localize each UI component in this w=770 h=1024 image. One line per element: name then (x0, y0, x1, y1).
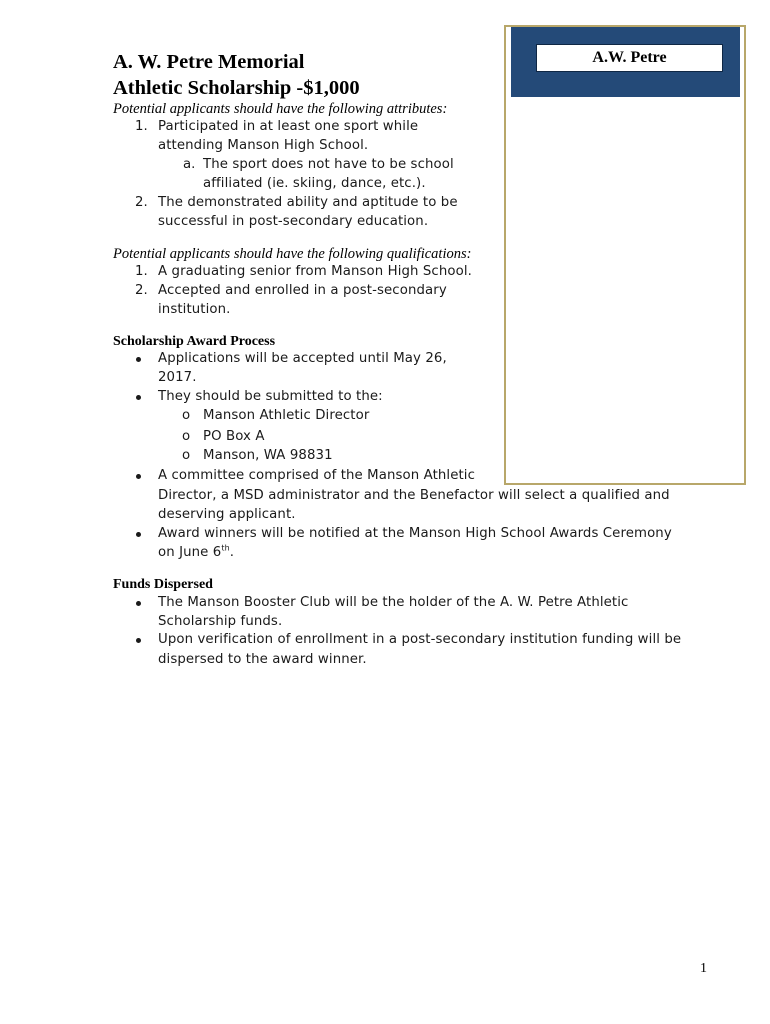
address-line: Manson, WA 98831 (203, 448, 333, 463)
bullet-text: They should be submitted to the: (158, 389, 383, 404)
list-marker: 2. (135, 195, 148, 210)
bullet-icon (136, 532, 141, 537)
date-ordinal: th (221, 543, 230, 553)
bullet-text: Applications will be accepted until May 26, (158, 351, 447, 366)
bullet-text: A committee comprised of the Manson Athletic (158, 468, 476, 483)
bullet-text: Director, a MSD administrator and the Benefactor will select a qualified and (158, 488, 670, 503)
bullet-icon (136, 357, 141, 362)
list-marker: a. (183, 157, 196, 172)
bullet-icon (136, 638, 141, 643)
bullet-text: deserving applicant. (158, 507, 296, 522)
bullet-text: The Manson Booster Club will be the holder of the A. W. Petre Athletic (158, 595, 629, 610)
sub-bullet-marker: o (182, 408, 191, 423)
list-marker: 2. (135, 283, 148, 298)
process-heading: Scholarship Award Process (113, 334, 276, 349)
list-marker: 1. (135, 264, 148, 279)
date-period: . (229, 545, 235, 560)
sub-bullet-marker: o (182, 429, 191, 444)
list-item-text: Accepted and enrolled in a post-secondary (158, 283, 447, 298)
address-line: PO Box A (203, 429, 265, 444)
bullet-text: Award winners will be notified at the Manson High School Awards Ceremony (158, 526, 672, 541)
bullet-icon (136, 474, 141, 479)
bullet-icon (136, 395, 141, 400)
list-item-text: A graduating senior from Manson High School. (158, 264, 472, 279)
qualifications-intro: Potential applicants should have the following qualifications: (113, 246, 472, 262)
list-item-text: successful in post-secondary education. (158, 214, 429, 229)
address-line: Manson Athletic Director (203, 408, 370, 423)
bullet-text-date (158, 545, 234, 560)
page-number: 1 (700, 961, 707, 976)
bullet-text: dispersed to the award winner. (158, 652, 367, 667)
bullet-icon (136, 601, 141, 606)
page-title (113, 49, 360, 101)
bullet-text: Scholarship funds. (158, 614, 283, 629)
list-item-text: The demonstrated ability and aptitude to be (158, 195, 458, 210)
title-line-2: Athletic Scholarship -$1,000 (113, 77, 360, 99)
sidebar-name-label: A.W. Petre (536, 44, 723, 72)
list-item-text: Participated in at least one sport while (158, 119, 419, 134)
sub-bullet-marker: o (182, 448, 191, 463)
bullet-text: Upon verification of enrollment in a post-secondary institution funding will be (158, 632, 682, 647)
list-item-text: attending Manson High School. (158, 138, 369, 153)
list-item-text: affiliated (ie. skiing, dance, etc.). (203, 176, 426, 191)
funds-heading: Funds Dispersed (113, 577, 213, 592)
bullet-text: 2017. (158, 370, 197, 385)
list-item-text: institution. (158, 302, 231, 317)
title-line-1: A. W. Petre Memorial (113, 51, 305, 73)
list-item-text: The sport does not have to be school (203, 157, 454, 172)
attributes-intro: Potential applicants should have the following attributes: (113, 101, 448, 117)
date-text: on June 6 (158, 545, 222, 560)
list-marker: 1. (135, 119, 148, 134)
